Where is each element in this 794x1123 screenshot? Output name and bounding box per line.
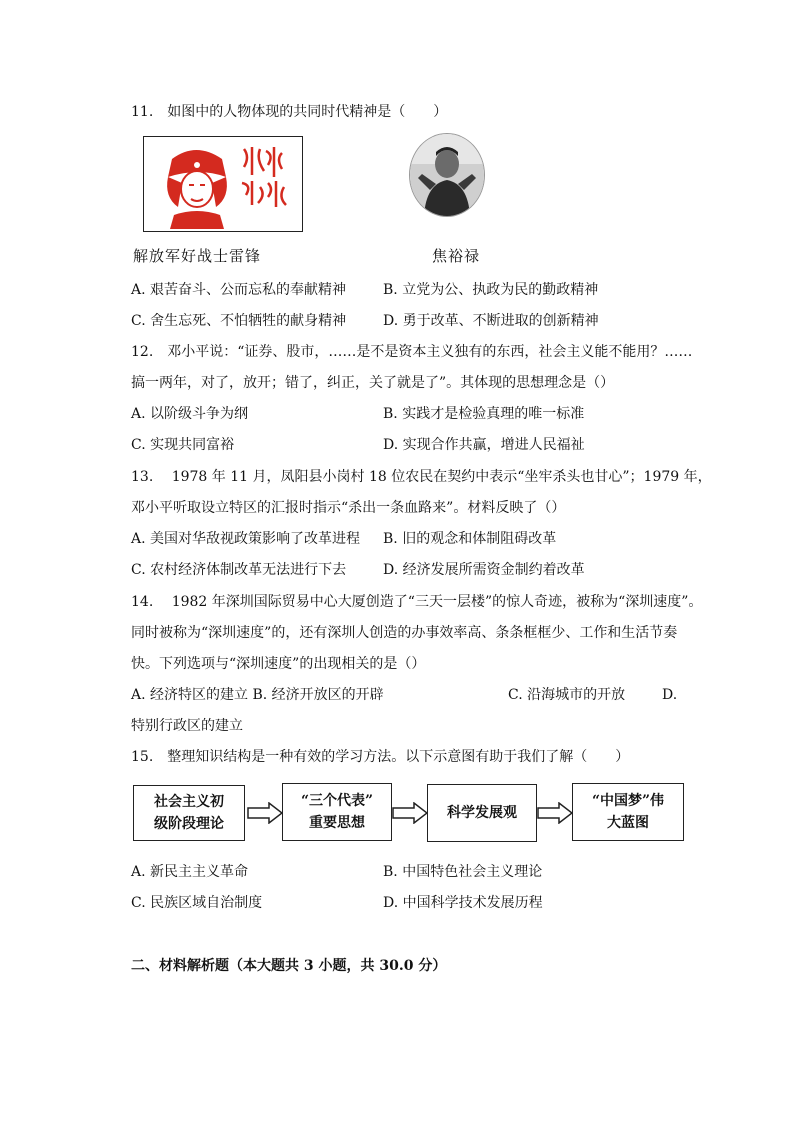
q14-stem-line-2: 同时被称为“深圳速度”的，还有深圳人创造的办事效率高、条条框框少、工作和生活节奏	[131, 625, 678, 641]
q11-option-a[interactable]: A. 艰苦奋斗、公而忘私的奉献精神	[131, 282, 347, 298]
q11-option-c[interactable]: C. 舍生忘死、不怕牺牲的献身精神	[131, 313, 347, 329]
diagram-box-1-line-2: 级阶段理论	[154, 816, 224, 832]
q11-option-d[interactable]: D. 勇于改革、不断进取的创新精神	[383, 313, 599, 329]
diagram-box-chinese-dream	[572, 783, 684, 841]
q15-option-d[interactable]: D. 中国科学技术发展历程	[383, 895, 543, 911]
q14-option-a-b[interactable]: A. 经济特区的建立 B. 经济开放区的开辟	[131, 687, 384, 703]
jiao-yulu-portrait-icon	[410, 134, 484, 216]
q15-option-c[interactable]: C. 民族区域自治制度	[131, 895, 263, 911]
jiao-yulu-caption: 焦裕禄	[432, 247, 481, 265]
diagram-box-4-line-1: “中国梦”伟	[591, 793, 665, 809]
lei-feng-image	[143, 136, 303, 232]
diagram-box-3-line-1: 科学发展观	[447, 805, 517, 821]
q14-option-d[interactable]: D.	[662, 687, 678, 703]
q13-stem-line-2: 邓小平听取设立特区的汇报时指示“杀出一条血路来”。材料反映了（）	[131, 500, 566, 516]
section-2-title: 二、材料解析题（本大题共 3 小题，共 30.0 分）	[131, 958, 447, 974]
diagram-box-4-line-2: 大蓝图	[606, 815, 649, 831]
q12-stem-line-2: 搞一两年，对了，放开；错了，纠正，关了就是了”。其体现的思想理念是（）	[131, 375, 615, 391]
jiao-yulu-image	[410, 134, 484, 216]
q15-option-a[interactable]: A. 新民主主义革命	[131, 864, 249, 880]
q14-option-c[interactable]: C. 沿海城市的开放	[508, 687, 626, 703]
diagram-box-scientific-outlook	[427, 784, 537, 842]
diagram-box-primary-stage-theory	[133, 785, 245, 841]
q15-stem: 15. 整理知识结构是一种有效的学习方法。以下示意图有助于我们了解（ ）	[131, 749, 630, 765]
diagram-box-1-line-1: 社会主义初	[154, 794, 224, 810]
arrow-right-icon	[537, 802, 573, 824]
q12-option-b[interactable]: B. 实践才是检验真理的唯一标准	[383, 406, 585, 422]
q14-stem-line-1: 14. 1982 年深圳国际贸易中心大厦创造了“三天一层楼”的惊人奇迹，被称为“深圳速度”。	[131, 594, 703, 610]
q11-stem: 11. 如图中的人物体现的共同时代精神是（ ）	[131, 104, 448, 120]
q13-option-b[interactable]: B. 旧的观念和体制阻碍改革	[383, 531, 557, 547]
arrow-right-icon	[247, 802, 283, 824]
q12-option-a[interactable]: A. 以阶级斗争为纲	[131, 406, 249, 422]
lei-feng-caption: 解放军好战士雷锋	[133, 247, 262, 265]
q12-option-d[interactable]: D. 实现合作共赢，增进人民福祉	[383, 437, 585, 453]
q12-option-c[interactable]: C. 实现共同富裕	[131, 437, 235, 453]
arrow-right-icon	[392, 802, 428, 824]
lei-feng-portrait-icon	[144, 137, 301, 230]
q13-stem-line-1: 13. 1978 年 11 月，凤阳县小岗村 18 位农民在契约中表示“坐牢杀头也甘心”；1979 年，	[131, 469, 712, 485]
diagram-box-2-line-2: 重要思想	[308, 815, 365, 831]
q13-option-c[interactable]: C. 农村经济体制改革无法进行下去	[131, 562, 347, 578]
q14-stem-line-3: 快。下列选项与“深圳速度”的出现相关的是（）	[131, 656, 426, 672]
diagram-box-three-represents	[282, 783, 392, 841]
q15-option-b[interactable]: B. 中国特色社会主义理论	[383, 864, 543, 880]
q12-stem-line-1: 12. 邓小平说：“证券、股市，……是不是资本主义独有的东西，社会主义能不能用？……	[131, 344, 693, 360]
q13-option-a[interactable]: A. 美国对华敌视政策影响了改革进程	[131, 531, 361, 547]
q13-option-d[interactable]: D. 经济发展所需资金制约着改革	[383, 562, 585, 578]
q14-option-d-continued: 特别行政区的建立	[131, 718, 243, 734]
diagram-box-2-line-1: “三个代表”	[300, 793, 374, 809]
q11-option-b[interactable]: B. 立党为公、执政为民的勤政精神	[383, 282, 599, 298]
